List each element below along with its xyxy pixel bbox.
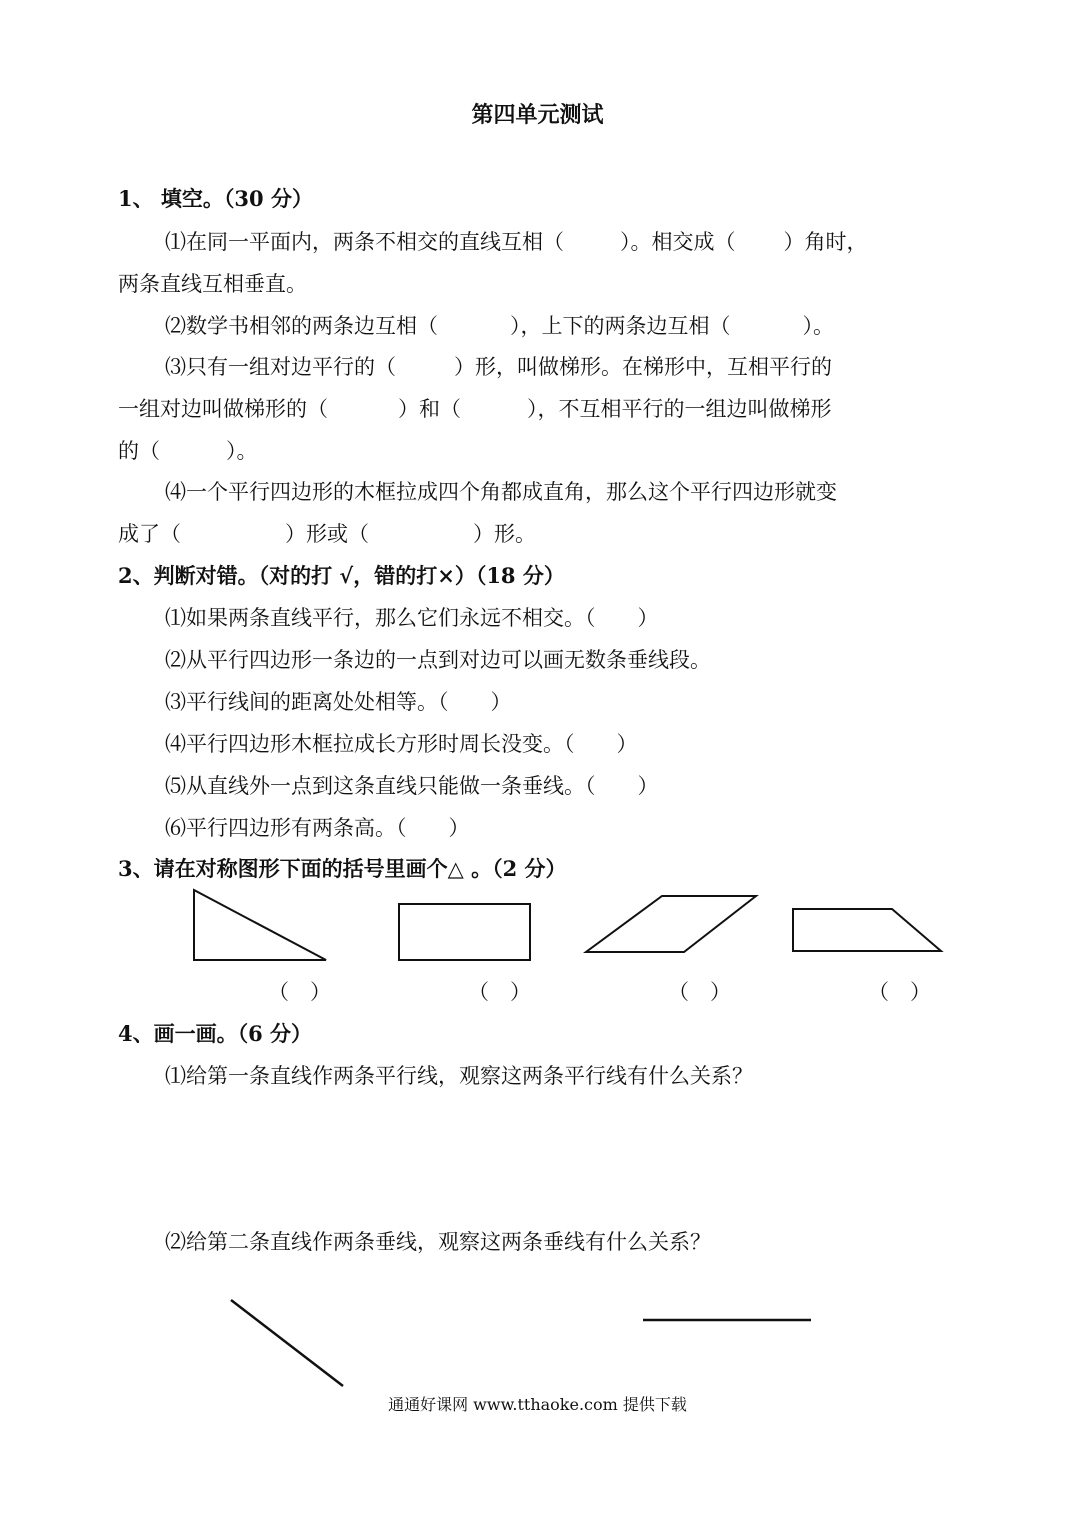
s4-q1: ⑴给第一条直线作两条平行线，观察这两条平行线有什么关系？ (165, 1064, 753, 1088)
parallelogram-shape (586, 896, 756, 952)
answer-paren-3[interactable]: （ ） (668, 980, 731, 1004)
section-2-heading: 2、判断对错。（对的打 √，错的打×）（18 分） (118, 563, 565, 588)
footer-credit: 通通好课网 www.tthaoke.com 提供下载 (388, 1395, 687, 1414)
s1-q3-text-g: ）。 (226, 439, 258, 463)
s1-q2-text-a: ⑵数学书相邻的两条边互相（ (165, 314, 438, 338)
s2-item-3: ⑶平行线间的距离处处相等。（ ） (165, 690, 512, 714)
s1-q2-text-c: ）。 (802, 314, 834, 338)
oblique-line (231, 1300, 343, 1386)
s1-q1-text-a: ⑴在同一平面内，两条不相交的直线互相（ (165, 230, 564, 254)
s1-q1-text-c: ）角时， (783, 230, 868, 254)
s2-item-6: ⑹平行四边形有两条高。（ ） (165, 816, 470, 840)
s1-q4-text-c: ）形或（ (285, 522, 369, 546)
rectangle-shape (399, 904, 530, 960)
s1-q3-text-c: 一组对边叫做梯形的（ (118, 397, 328, 421)
s1-q1-text-b: ）。相交成（ (620, 230, 736, 254)
s1-q3-text-e: ），不互相平行的一组边叫做梯形 (527, 397, 832, 421)
s1-q2-text-b: ），上下的两条边互相（ (510, 314, 731, 338)
s1-q4-text-b: 成了（ (118, 522, 181, 546)
answer-paren-2[interactable]: （ ） (468, 980, 531, 1004)
s4-q2: ⑵给第二条直线作两条垂线，观察这两条垂线有什么关系？ (165, 1230, 711, 1254)
s1-q3-text-b: ）形，叫做梯形。在梯形中，互相平行的 (454, 355, 832, 379)
trapezoid-shape (793, 909, 941, 951)
s1-q1-line2: 两条直线互相垂直。 (118, 272, 307, 296)
s2-item-4: ⑷平行四边形木框拉成长方形时周长没变。（ ） (165, 732, 638, 756)
s2-item-1: ⑴如果两条直线平行，那么它们永远不相交。（ ） (165, 606, 659, 630)
page-title: 第四单元测试 (471, 102, 604, 128)
s1-q3-text-a: ⑶只有一组对边平行的（ (165, 355, 396, 379)
section-1-heading: 1、 填空。（30 分） (118, 186, 313, 211)
s2-item-2: ⑵从平行四边形一条边的一点到对边可以画无数条垂线段。 (165, 648, 711, 672)
s1-q4-line1: ⑷一个平行四边形的木框拉成四个角都成直角，那么这个平行四边形就变 (165, 480, 837, 504)
answer-paren-4[interactable]: （ ） (868, 980, 931, 1004)
section-3-heading: 3、请在对称图形下面的括号里画个△ 。（2 分） (118, 856, 567, 881)
s1-q3-text-d: ）和（ (398, 397, 461, 421)
s2-item-5: ⑸从直线外一点到这条直线只能做一条垂线。（ ） (165, 774, 659, 798)
s1-q4-text-d: ）形。 (473, 522, 536, 546)
section-4-heading: 4、画一画。（6 分） (118, 1021, 313, 1046)
answer-paren-1[interactable]: （ ） (268, 980, 331, 1004)
right-triangle-shape (194, 890, 326, 960)
s1-q3-text-f: 的（ (118, 439, 160, 463)
